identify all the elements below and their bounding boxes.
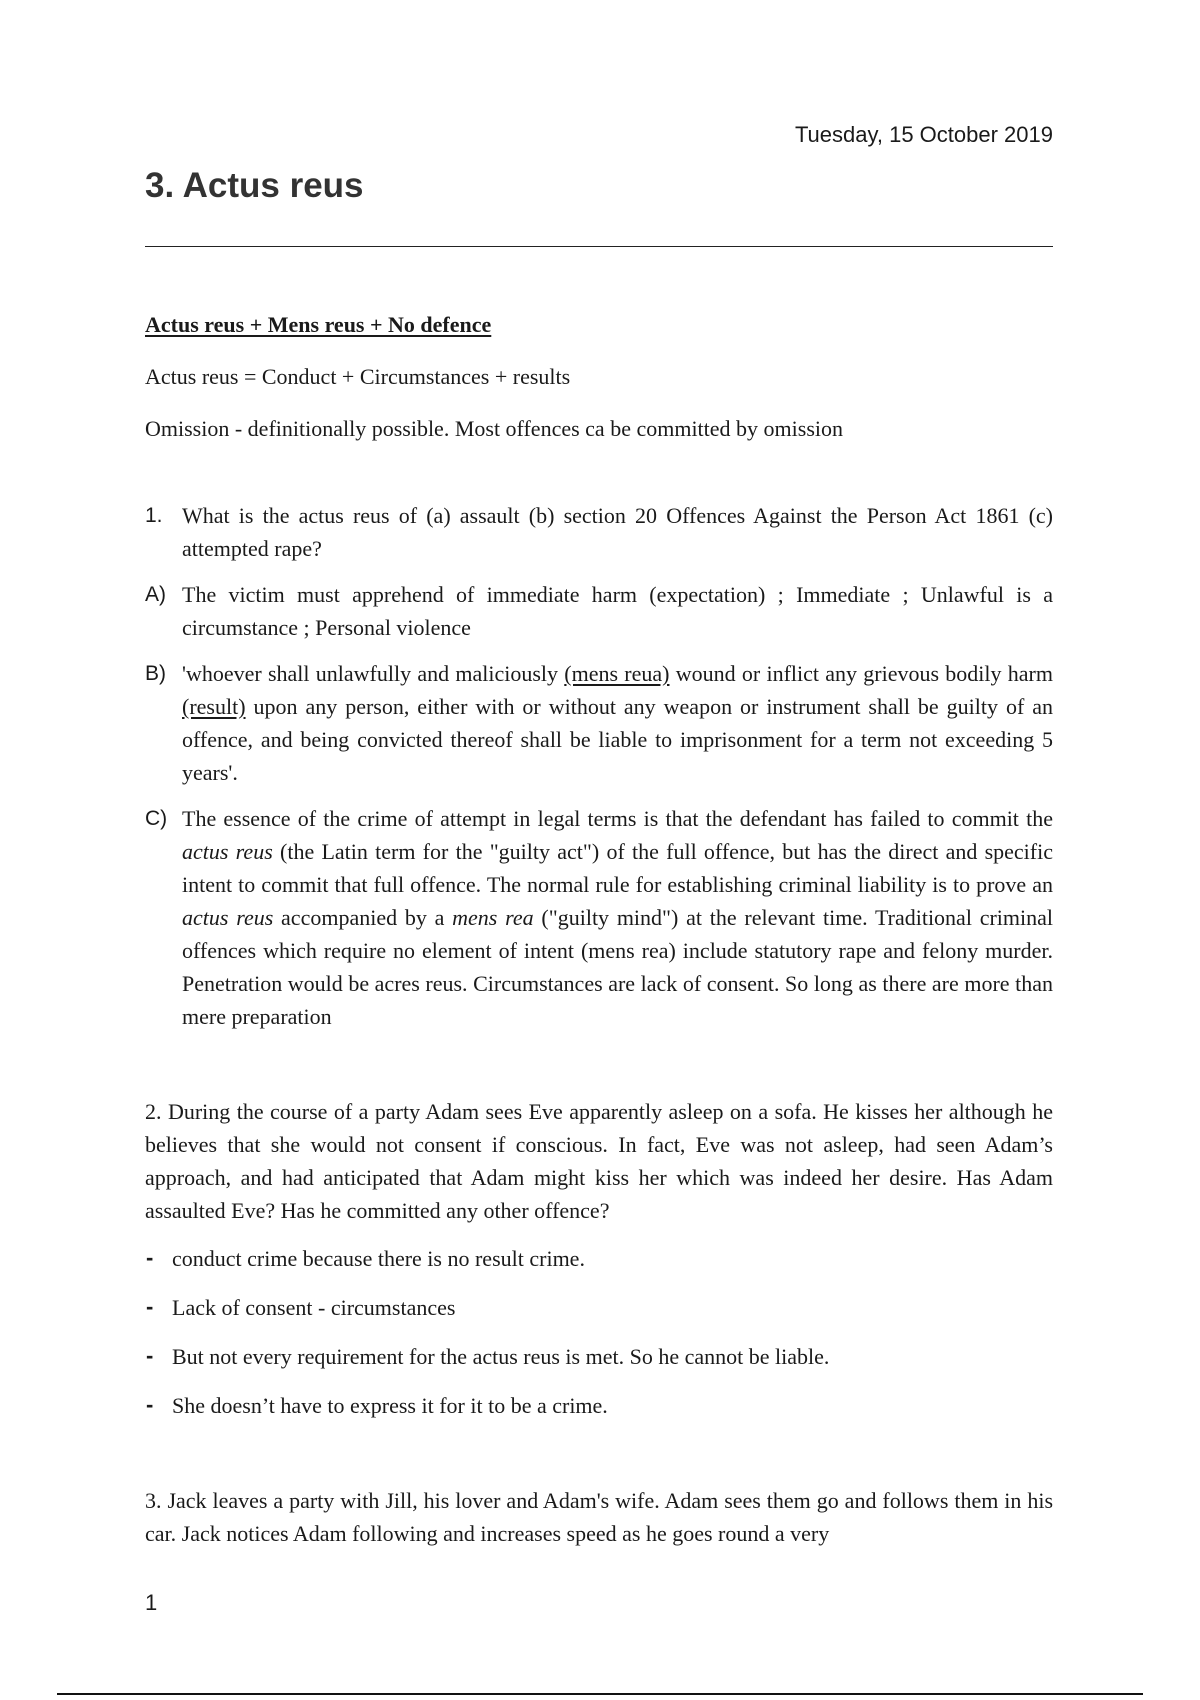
answer-c-part: ("guilty mind") at the relevant time. Traditional criminal offences which require no element of intent (mens rea) include statutory rape and felony murder. Penetration would be acres reus. Circumstances are lack of consent. So long as there are more than mere preparation <box>182 905 1054 1029</box>
question-3: 3. Jack leaves a party with Jill, his lover and Adam's wife. Adam sees them go and follows them in his car. Jack notices Adam following and increases speed as he goes round a very <box>145 1488 1053 1546</box>
mens-rea-italic: mens rea <box>452 905 534 930</box>
page-title: 3. Actus reus <box>145 166 364 205</box>
omission-note: Omission - definitionally possible. Most offences ca be committed by omission <box>145 416 844 441</box>
answer-b-part: 'whoever shall unlawfully and maliciously <box>182 661 565 686</box>
answer-b <box>145 657 1053 789</box>
answer-a <box>145 578 1053 644</box>
answer-c-text <box>182 806 1053 1029</box>
dash-bullet: - <box>146 1392 154 1417</box>
actus-reus-italic: actus reus <box>182 839 273 864</box>
document-body <box>145 308 1053 1550</box>
answer-c-part: accompanied by a <box>273 905 453 930</box>
list-item <box>145 1389 1053 1422</box>
actus-reus-formula: Actus reus = Conduct + Circumstances + results <box>145 364 571 389</box>
footer-divider <box>57 1693 1143 1695</box>
bullet-text: But not every requirement for the actus reus is met. So he cannot be liable. <box>172 1344 830 1369</box>
question-1 <box>145 499 1053 565</box>
answer-c-part: (the Latin term for the "guilty act") of the full offence, but has the direct and specific intent to commit that full offence. The normal rule for establishing criminal liability is to prove an <box>182 839 1053 897</box>
answer-b-text <box>182 661 1053 785</box>
document-date: Tuesday, 15 October 2019 <box>794 122 1053 147</box>
question-1-text: What is the actus reus of (a) assault (b) section 20 Offences Against the Person Act 1861 (c) attempted rape? <box>182 503 1053 561</box>
question-2: 2. During the course of a party Adam sees Eve apparently asleep on a sofa. He kisses her although he believes that she would not consent if conscious. In fact, Eve was not asleep, had seen Adam’s approach, and had anticipated that Adam might kiss her which was indeed her desire. Has Adam assaulted Eve? Has he committed any other offence? <box>145 1099 1053 1223</box>
question-1-marker: 1. <box>145 504 163 527</box>
bullet-text: She doesn’t have to express it for it to be a crime. <box>172 1393 608 1418</box>
dash-bullet: - <box>146 1343 154 1368</box>
answer-b-marker: B) <box>145 662 166 685</box>
answer-c <box>145 802 1053 1033</box>
answer-a-marker: A) <box>145 583 166 606</box>
result-underlined: (result) <box>182 694 246 719</box>
actus-reus-italic: actus reus <box>182 905 274 930</box>
section-heading: Actus reus + Mens reus + No defence <box>145 312 492 337</box>
mens-rea-underlined: (mens reua) <box>564 661 670 686</box>
answer-a-text: The victim must apprehend of immediate harm (expectation) ; Immediate ; Unlawful is a circumstance ; Personal violence <box>182 582 1053 640</box>
dash-bullet: - <box>146 1294 154 1319</box>
bullet-text: conduct crime because there is no result crime. <box>172 1246 585 1271</box>
bullet-text: Lack of consent - circumstances <box>172 1295 456 1320</box>
answer-c-part: The essence of the crime of attempt in legal terms is that the defendant has failed to commit the <box>182 806 1053 831</box>
page-number: 1 <box>145 1590 158 1615</box>
title-divider <box>145 246 1053 247</box>
dash-bullet: - <box>146 1245 154 1270</box>
list-item <box>145 1340 1053 1373</box>
answer-c-marker: C) <box>145 807 168 830</box>
list-item <box>145 1291 1053 1324</box>
answer-b-part: upon any person, either with or without any weapon or instrument shall be guilty of an offence, and being convicted thereof shall be liable to imprisonment for a term not exceeding 5 years'. <box>182 694 1053 785</box>
list-item <box>145 1242 1053 1275</box>
answer-b-part: wound or inflict any grievous bodily harm <box>669 661 1053 686</box>
